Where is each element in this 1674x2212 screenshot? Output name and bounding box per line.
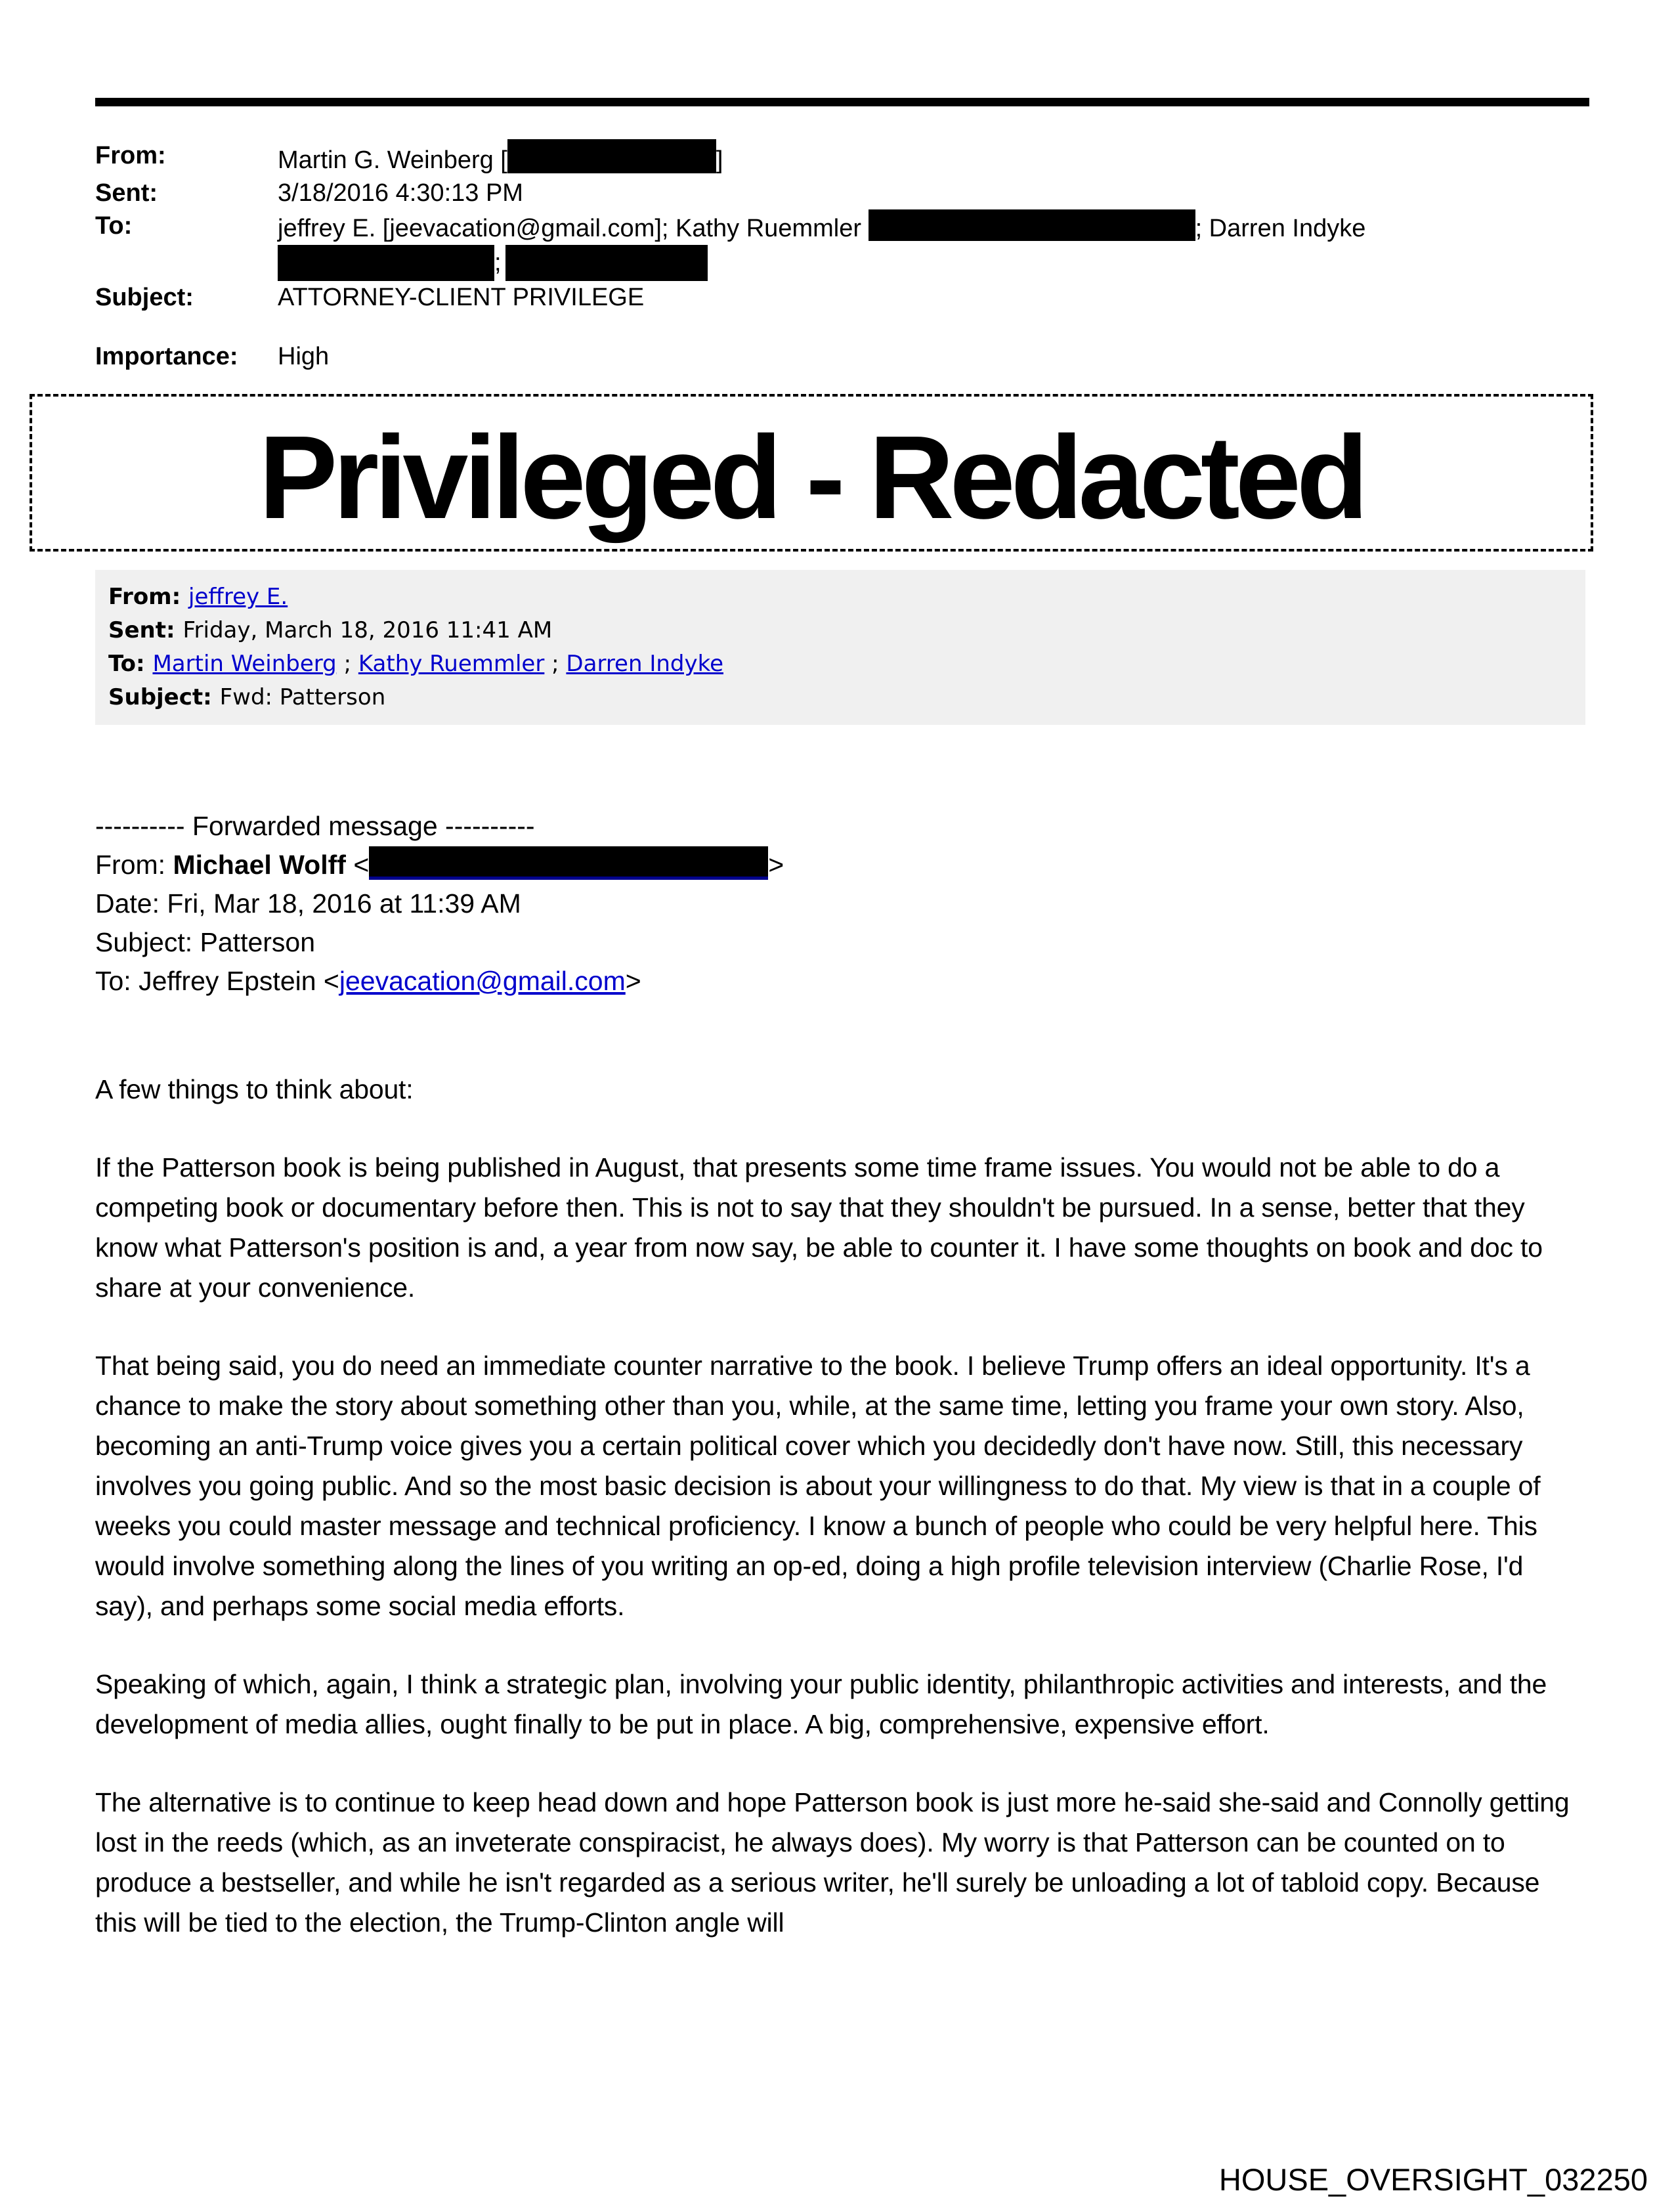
sent-value: 3/18/2016 4:30:13 PM bbox=[278, 179, 523, 207]
from-sender-link[interactable]: jeffrey E. bbox=[188, 584, 288, 610]
recipient-link-kathy-ruemmler[interactable]: Kathy Ruemmler bbox=[358, 651, 545, 677]
redaction-box bbox=[869, 209, 1195, 241]
recipient-link-darren-indyke[interactable]: Darren Indyke bbox=[566, 651, 723, 677]
redaction-box bbox=[369, 846, 768, 880]
quoted-from-line bbox=[108, 580, 1579, 614]
to-recipients-text: jeffrey E. [jeevacation@gmail.com]; Kathy Ruemmler bbox=[278, 215, 869, 242]
to-value-line2 bbox=[278, 245, 1587, 281]
to-value-line1 bbox=[278, 209, 1587, 245]
quoted-to-line bbox=[108, 647, 1579, 681]
redaction-box bbox=[278, 245, 494, 281]
forward-subject-line: Subject: Patterson bbox=[95, 927, 316, 957]
body-paragraph: Speaking of which, again, I think a strategic plan, involving your public identity, philanthropic activities and interests, and the development of media allies, ought finally to be put in place. A big, comprehensive, expensive effort. bbox=[95, 1669, 1547, 1739]
body-paragraph: The alternative is to continue to keep head down and hope Patterson book is just more he-said she-said and Connolly getting lost in the reeds (which, as an inveterate conspiracist, he always does). My worry is that Patterson can be counted on to produce a bestseller, and while he isn't regarded as a serious writer, he'll surely be unloading a lot of tabloid copy. Because this will be tied to the election, the Trump-Clinton angle will bbox=[95, 1787, 1570, 1938]
header-row-sent bbox=[95, 177, 1587, 209]
quoted-from-label: From: bbox=[108, 584, 189, 610]
recipient-link-martin-weinberg[interactable]: Martin Weinberg bbox=[152, 651, 337, 677]
quoted-sent-label: Sent: bbox=[108, 617, 183, 643]
forward-from-label: From: bbox=[95, 850, 173, 880]
forward-from-bracket-close: > bbox=[768, 850, 784, 880]
forward-to-text: To: Jeffrey Epstein < bbox=[95, 966, 339, 996]
forward-to-bracket-close: > bbox=[625, 966, 641, 996]
subject-value: ATTORNEY-CLIENT PRIVILEGE bbox=[278, 284, 645, 311]
header-row-subject bbox=[95, 281, 1587, 314]
forward-from-name: Michael Wolff bbox=[173, 850, 346, 880]
body-paragraph: A few things to think about: bbox=[95, 1074, 414, 1104]
header-divider-rule bbox=[95, 98, 1589, 106]
forwarded-email-header-block bbox=[95, 570, 1585, 725]
from-label: From: bbox=[95, 142, 166, 169]
email-body bbox=[95, 1070, 1587, 1943]
sent-label: Sent: bbox=[95, 179, 158, 207]
quoted-to-label: To: bbox=[108, 651, 153, 677]
forwarded-message-block bbox=[95, 807, 1587, 1001]
bates-number: HOUSE_OVERSIGHT_032250 bbox=[1218, 2162, 1648, 2197]
quoted-subject-label: Subject: bbox=[108, 684, 220, 710]
forwarded-message-divider: ---------- Forwarded message ---------- bbox=[95, 811, 535, 841]
importance-value: High bbox=[278, 343, 330, 370]
recipient-email-link[interactable]: jeevacation@gmail.com bbox=[339, 966, 626, 996]
to-recipients-text-2: ; Darren Indyke bbox=[1195, 215, 1366, 242]
importance-label: Importance: bbox=[95, 343, 238, 370]
quoted-sent-value: Friday, March 18, 2016 11:41 AM bbox=[182, 617, 553, 643]
from-value bbox=[278, 139, 1587, 177]
header-row-from bbox=[95, 139, 1587, 177]
to-value bbox=[278, 209, 1587, 281]
redaction-box bbox=[507, 139, 716, 173]
forward-date-line: Date: Fri, Mar 18, 2016 at 11:39 AM bbox=[95, 888, 521, 919]
printed-email-header bbox=[95, 139, 1587, 373]
privileged-redacted-text: Privileged - Redacted bbox=[259, 411, 1364, 544]
quoted-subject-value: Fwd: Patterson bbox=[219, 684, 386, 710]
quoted-subject-line bbox=[108, 681, 1579, 714]
to-separator: ; bbox=[494, 249, 502, 276]
to-label: To: bbox=[95, 212, 133, 240]
from-value-text: Martin G. Weinberg [ bbox=[278, 146, 507, 174]
privileged-redacted-banner bbox=[30, 394, 1593, 552]
forward-to-line bbox=[95, 962, 1587, 1001]
body-paragraph: That being said, you do need an immediate counter narrative to the book. I believe Trump offers an ideal opportunity. It's a chance to make the story about something other than you, while, at the same time, letting you frame your own story. Also, becoming an anti-Trump voice gives you a certain political cover which you decidedly don't have now. Still, this necessary involves you going public. And so the most basic decision is about your willingness to do that. My view is that in a couple of weeks you could master message and technical proficiency. I know a bunch of people who could be very helpful here. This would involve something along the lines of you writing an op-ed, doing a high profile television interview (Charlie Rose, I'd say), and perhaps some social media efforts. bbox=[95, 1351, 1541, 1621]
subject-label: Subject: bbox=[95, 284, 194, 311]
forward-from-line bbox=[95, 846, 1587, 884]
quoted-sent-line bbox=[108, 614, 1579, 647]
recipient-separator: ; bbox=[336, 651, 358, 677]
header-row-to bbox=[95, 209, 1587, 281]
header-row-importance bbox=[95, 340, 1587, 373]
forward-from-bracket-open: < bbox=[345, 850, 370, 880]
recipient-separator: ; bbox=[544, 651, 567, 677]
body-paragraph: If the Patterson book is being published in August, that presents some time frame issues. You would not be able to do a competing book or documentary before then. This is not to say that they shouldn't be pursued. In a sense, better that they know what Patterson's position is and, a year from now say, be able to counter it. I have some thoughts on book and doc to share at your convenience. bbox=[95, 1152, 1543, 1303]
redaction-box bbox=[505, 245, 708, 281]
from-value-bracket: ] bbox=[716, 146, 723, 174]
